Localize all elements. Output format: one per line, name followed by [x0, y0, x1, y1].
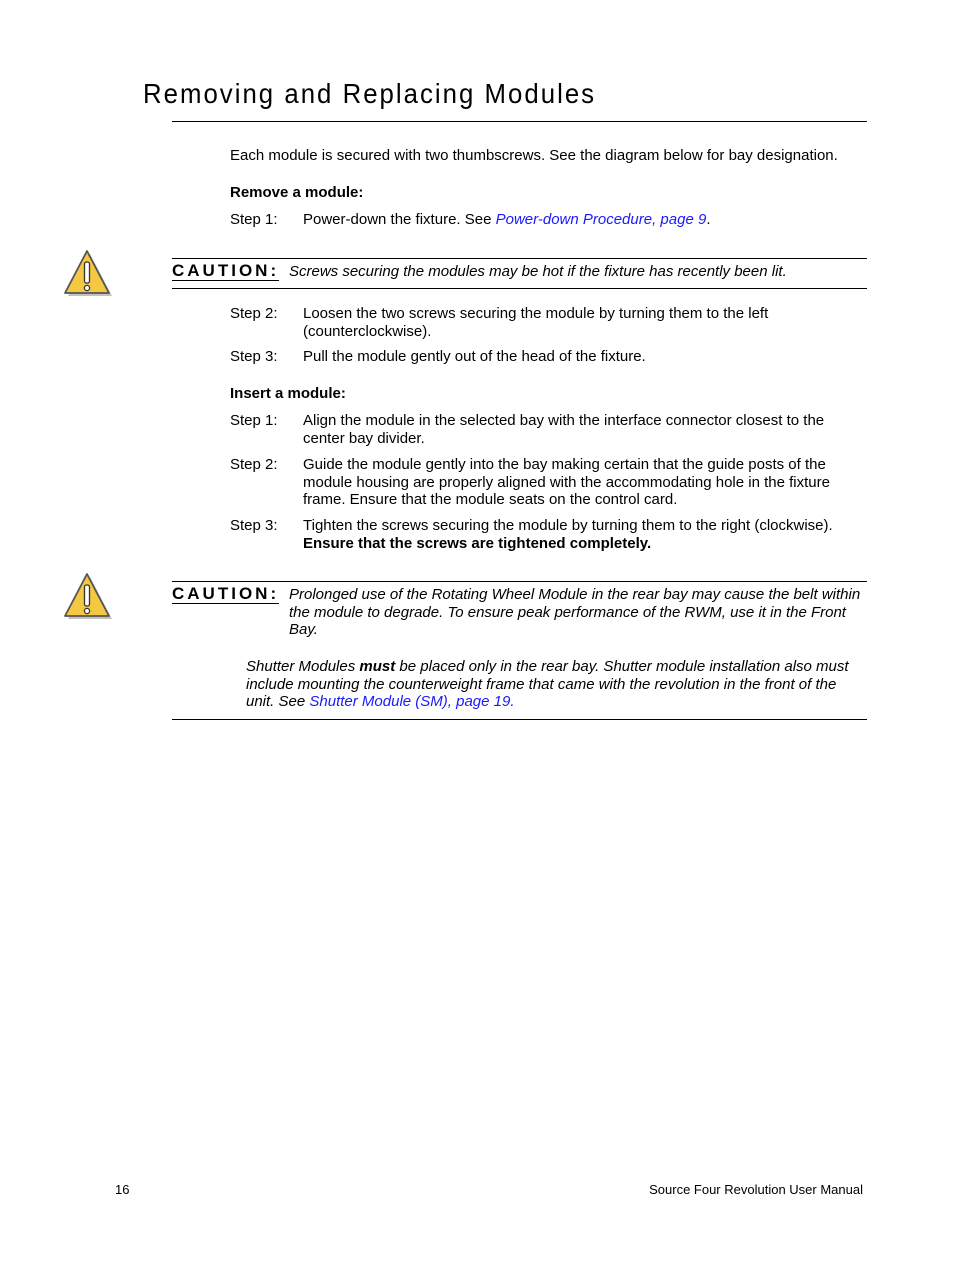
remove-step1: [303, 211, 868, 229]
caution2-label: CAUTION:: [172, 584, 280, 603]
insert-step3-bold: Ensure that the screws are tightened completely.: [303, 534, 652, 552]
insert-step2-label: Step 2:: [230, 456, 278, 473]
caution2-note-b: be placed only in the rear bay. Shutter module installation also must include mounting the counterweight frame that came with the revolution in the front of the unit. See: [246, 658, 849, 710]
insert-heading: Insert a module:: [230, 385, 346, 402]
remove-step2-text: Loosen the two screws securing the module by turning them to the left (counterclockwise).: [303, 305, 769, 340]
insert-step1-text: Align the module in the selected bay with the interface connector closest to the center bay divider.: [303, 412, 825, 447]
footer-title: Source Four Revolution User Manual: [649, 1182, 863, 1197]
insert-step1-label: Step 1:: [230, 412, 278, 429]
caution1-top-rule: [172, 258, 867, 259]
remove-step1-label: Step 1:: [230, 211, 278, 228]
insert-step3-label: Step 3:: [230, 517, 278, 534]
caution2-note-bold: must: [359, 658, 396, 675]
caution-icon: [62, 571, 114, 623]
caution-icon: [62, 248, 114, 300]
remove-step2-label: Step 2:: [230, 305, 278, 322]
remove-step3-label: Step 3:: [230, 348, 278, 365]
caution2-text: Prolonged use of the Rotating Wheel Module in the rear bay may cause the belt within the module to degrade. To ensure peak performance of the RWM, use it in the Front Bay.: [289, 586, 861, 638]
intro-text: Each module is secured with two thumbscrews. See the diagram below for bay designation.: [230, 147, 838, 164]
title-rule: [172, 121, 867, 122]
shutter-module-link[interactable]: Shutter Module (SM), page 19.: [309, 693, 515, 710]
insert-step2-text: Guide the module gently into the bay making certain that the guide posts of the module housing are properly aligned with the accommodating hole in the fixture frame. Ensure that the module seats on the control card.: [303, 456, 830, 508]
power-down-link[interactable]: Power-down Procedure, page 9: [495, 211, 707, 228]
caution1-text: Screws securing the modules may be hot if the fixture has recently been lit.: [289, 263, 787, 280]
caution1-label: CAUTION:: [172, 261, 280, 280]
page-title: Removing and Replacing Modules: [143, 78, 597, 109]
caution2-note-a: Shutter Modules: [246, 658, 360, 675]
remove-heading: Remove a module:: [230, 184, 364, 201]
insert-step3-text: Tighten the screws securing the module by turning them to the right (clockwise).: [303, 517, 833, 534]
footer-page-number: 16: [115, 1182, 130, 1197]
remove-step3-text: Pull the module gently out of the head of the fixture.: [303, 348, 646, 365]
caution1-bottom-rule: [172, 288, 867, 289]
remove-step1-end: .: [706, 211, 711, 228]
caution2-bottom-rule: [172, 719, 867, 720]
insert-step3: [303, 517, 868, 552]
remove-step1-text: Power-down the fixture. See: [303, 211, 496, 228]
caution2-note: [246, 658, 868, 711]
caution2-top-rule: [172, 581, 867, 582]
